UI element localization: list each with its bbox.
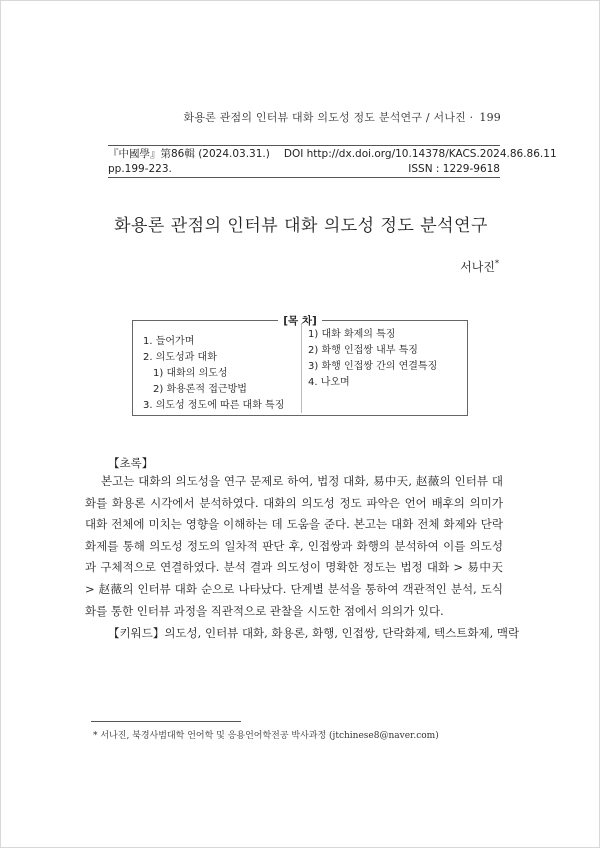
doi-link[interactable]: DOI http://dx.doi.org/10.14378/KACS.2024.86.86.11 <box>283 148 557 160</box>
footnote-rule <box>91 721 241 722</box>
toc-item[interactable]: 2) 화행 인접쌍 내부 특징 <box>308 345 418 356</box>
toc-item[interactable]: 3) 화행 인접쌍 간의 연결특징 <box>308 361 438 372</box>
toc-item[interactable]: 1) 대화 화제의 특징 <box>308 329 396 340</box>
author <box>460 258 499 275</box>
author-name: 서나진 <box>460 260 495 274</box>
keywords-label: 【키워드】 <box>108 626 165 640</box>
toc-right-column <box>308 327 437 391</box>
abstract-body: 본고는 대화의 의도성을 연구 문제로 하여, 법정 대화, 易中天, 赵薇의 인터뷰 대화를 화용론 시각에서 분석하였다. 대화의 의도성 정도 파악은 언어 배후의 의미가 대화 전체에 미치는 영향을 이해하는 데 도움을 준다. 본고는 대화 전체 화제와 단락 화제를 통해 의도성 정도의 일차적 판단 후, 인접쌍과 화행의 분석하여 이를 의도성과 구체적으로 연결하였다. 분석 결과 의도성이 명확한 정도는 법정 대화 > 易中天 > 赵薇의 인터뷰 대화 순으로 나타났다. 단계별 분석을 통하여 객관적인 분석, 도식화를 통한 인터뷰 과정을 직관적으로 관찰을 시도한 점에서 의의가 있다. <box>85 474 503 618</box>
toc-heading: [목 차] <box>278 315 322 327</box>
toc-left-column <box>143 334 284 414</box>
table-of-contents <box>132 315 468 416</box>
page-number: 199 <box>479 111 501 124</box>
toc-item[interactable]: 3. 의도성 정도에 따른 대화 특징 <box>143 400 285 411</box>
abstract-label: 【초록】 <box>108 456 154 470</box>
keywords-list: 의도성, 인터뷰 대화, 화용론, 화행, 인접쌍, 단락화제, 텍스트화제, 맥락 <box>164 626 520 640</box>
toc-item[interactable]: 1. 들어가며 <box>143 336 195 347</box>
toc-item[interactable]: 2. 의도성과 대화 <box>143 352 217 363</box>
running-head <box>184 109 501 125</box>
paper-title: 화용론 관점의 인터뷰 대화 의도성 정도 분석연구 <box>114 216 488 236</box>
page-range: pp.199-223. <box>108 162 172 175</box>
author-footnote-mark[interactable]: * <box>495 259 499 268</box>
toc-item[interactable]: 4. 나오며 <box>308 377 350 388</box>
footnote: * 서나진, 북경사범대학 언어학 및 응용언어학전공 박사과정 (jtchinese8@naver.com) <box>93 731 439 741</box>
toc-item[interactable]: 1) 대화의 의도성 <box>153 368 228 379</box>
issn: ISSN : 1229-9618 <box>408 162 500 175</box>
toc-divider <box>301 323 302 413</box>
keywords <box>108 625 520 641</box>
running-head-text: 화용론 관점의 인터뷰 대화 의도성 정도 분석연구 / 서나진 · <box>183 111 474 124</box>
article-meta <box>108 145 557 178</box>
journal-info: 『中國學』第86輯 (2024.03.31.) <box>108 148 270 160</box>
toc-item[interactable]: 2) 화용론적 접근방법 <box>153 384 247 395</box>
